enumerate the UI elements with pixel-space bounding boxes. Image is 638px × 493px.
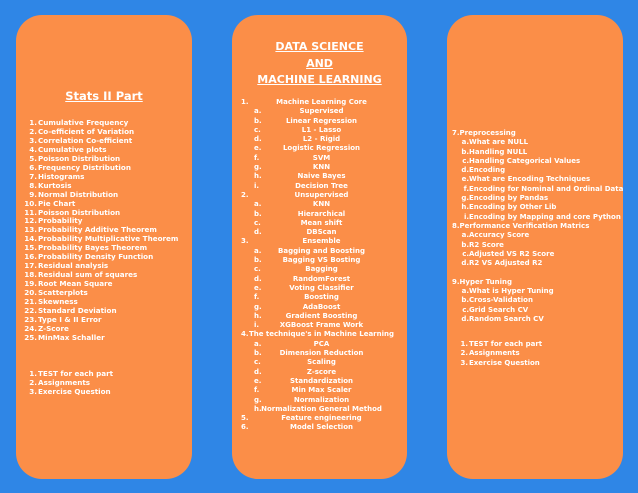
list-marker: i. [254, 321, 260, 330]
list-item-text: Scatterplots [38, 288, 88, 298]
list-item-text: Probability Bayes Theorem [38, 243, 148, 253]
list-item-text: Mean shift [300, 218, 343, 227]
list-item-text: Probability Additive Theorem [38, 225, 157, 235]
list-item-text: TEST for each part [38, 369, 114, 378]
preprocessing-panel [447, 15, 623, 479]
list-item-text: Normal Distribution [38, 189, 119, 199]
list-item-text: Scaling [307, 358, 336, 367]
list-marker: d. [461, 314, 469, 323]
pre-subtopic-item [452, 157, 623, 166]
pre-subtopic-item [452, 306, 623, 315]
ml-subtopic-item [232, 107, 407, 116]
list-item-text: Assignments [469, 349, 520, 358]
list-marker: b. [461, 296, 469, 305]
list-item-text: Performance Verification Matrics [459, 221, 590, 230]
list-marker: c. [254, 358, 261, 367]
list-marker: 5. [241, 414, 249, 423]
list-number: 9. [29, 189, 37, 199]
list-marker: c. [462, 249, 469, 258]
list-marker: f. [254, 293, 260, 302]
stats-topic-list [21, 119, 178, 343]
list-item-text: Bagging VS Bosting [282, 256, 361, 265]
list-item-text: Unsupervised [294, 190, 349, 199]
list-marker: e. [254, 144, 262, 153]
pre-subtopic-item [452, 250, 623, 259]
list-marker: a. [254, 339, 262, 348]
pre-subtopic-item [452, 315, 623, 324]
list-number: 2. [29, 377, 37, 387]
list-item-text: Grid Search CV [469, 305, 529, 314]
pre-subtopic-item [452, 175, 623, 184]
list-item-text: What are Encoding Techniques [469, 175, 591, 184]
pre-subtopic-item [452, 259, 623, 268]
list-marker: b. [254, 349, 262, 358]
list-item-text: Z-Score [38, 323, 69, 333]
list-item-text: Bagging [305, 265, 338, 274]
pre-subtopic-item [452, 185, 623, 194]
pre-subtopic-item [452, 166, 623, 175]
ml-subtopic-item [232, 228, 407, 237]
list-number: 23. [24, 314, 37, 324]
list-number: 21. [24, 297, 37, 307]
pre-subtopic-item [452, 213, 623, 222]
list-item-text: Random Search CV [469, 314, 544, 323]
list-item-text: R2 Score [469, 240, 504, 249]
list-item-text: L2 - Rigid [302, 135, 341, 144]
list-item-text: Accuracy Score [469, 231, 530, 240]
list-item-text: Preprocessing [459, 129, 516, 137]
ml-subtopic-item [232, 368, 407, 377]
list-item-text: DBScan [306, 228, 337, 237]
list-marker: e. [254, 376, 262, 385]
stats-topic-item [21, 334, 178, 343]
list-marker: 1. [241, 98, 249, 106]
list-item-text: Decision Tree [295, 181, 348, 190]
preprocessing-extra-item [452, 340, 542, 349]
list-item-text: Encoding [469, 166, 506, 175]
list-item-text: What is Hyper Tuning [469, 287, 554, 296]
list-item-text: Poisson Distribution [38, 207, 121, 217]
preprocessing-extra-item [452, 359, 542, 368]
list-marker: i. [463, 212, 469, 221]
list-item-text: Encoding by Other Lib [469, 203, 557, 212]
list-marker: h. [461, 203, 469, 212]
stats-extra-item [21, 388, 113, 397]
stats-extras-list [21, 370, 113, 397]
list-item-text: Kurtosis [38, 180, 72, 190]
ml-subtopic-item [232, 275, 407, 284]
list-marker: f. [463, 184, 469, 193]
list-number: 8. [29, 180, 37, 190]
list-item-text: Residual analysis [38, 261, 109, 271]
ml-subtopic-item [232, 377, 407, 386]
list-item-text: Probability [38, 216, 83, 226]
list-item-text: Voting Classifier [289, 283, 354, 292]
list-marker: d. [461, 166, 469, 175]
list-marker: b. [461, 147, 469, 156]
ml-subtopic-item [232, 256, 407, 265]
list-item-text: PCA [313, 339, 330, 348]
list-item-text: KNN [312, 163, 331, 172]
list-marker: a. [254, 246, 262, 255]
list-marker: f. [254, 386, 260, 395]
ml-section-item [232, 330, 407, 339]
list-marker: a. [254, 200, 262, 209]
list-number: 13. [24, 225, 37, 235]
list-item-text: Probability Density Function [38, 252, 154, 262]
list-marker: g. [461, 194, 469, 203]
list-item-text: Encoding for Nominal and Ordinal Data [469, 184, 624, 193]
ml-subtopic-item [232, 144, 407, 153]
ml-panel [232, 15, 407, 479]
ml-subtopic-item [232, 312, 407, 321]
list-item-text: Ensemble [302, 237, 341, 246]
ml-subtopic-item [232, 117, 407, 126]
list-item-text: Hierarchical [297, 209, 346, 218]
list-marker: a. [461, 287, 469, 296]
list-item-text: R2 VS Adjusted R2 [469, 259, 543, 268]
list-item-text: Assignments [38, 377, 91, 387]
list-item-text: The technique's in Machine Learning [248, 330, 394, 339]
ml-subtopic-item [232, 284, 407, 293]
ml-subtopic-item [232, 247, 407, 256]
list-marker: h. [254, 404, 262, 413]
list-number: 22. [24, 306, 37, 316]
list-number: 12. [24, 216, 37, 226]
list-marker: 8. [452, 221, 460, 230]
list-number: 3. [29, 386, 37, 396]
list-item-text: Linear Regression [285, 116, 358, 125]
list-item-text: Type I & II Error [38, 314, 102, 324]
list-item-text: AdaBoost [302, 302, 341, 311]
ml-section-item [232, 423, 407, 432]
list-item-text: Normalization [293, 395, 350, 404]
list-item-text: Naive Bayes [297, 172, 346, 181]
ml-subtopic-item [232, 358, 407, 367]
list-item-text: Gradient Boosting [285, 311, 358, 320]
list-item-text: Bagging and Boosting [278, 246, 365, 255]
pre-subtopic-item [452, 138, 623, 147]
ml-section-item [232, 237, 407, 246]
pre-section-item [452, 129, 623, 138]
ml-subtopic-item [232, 303, 407, 312]
list-item-text: Model Selection [290, 423, 353, 432]
list-item-text: Normalization General Method [261, 404, 382, 413]
list-marker: c. [254, 125, 261, 134]
list-number: 1. [29, 369, 37, 378]
list-marker: g. [254, 395, 262, 404]
list-marker: b. [254, 116, 262, 125]
list-marker: f. [254, 153, 260, 162]
ml-subtopic-item [232, 200, 407, 209]
ml-title-line-3: MACHINE LEARNING [257, 73, 382, 86]
list-marker: e. [254, 283, 262, 292]
ml-subtopic-item [232, 172, 407, 181]
list-item-text: Residual sum of squares [38, 270, 138, 280]
ml-subtopic-item [232, 340, 407, 349]
ml-subtopic-item [232, 210, 407, 219]
list-marker: e. [461, 175, 469, 184]
list-marker: d. [254, 228, 262, 237]
stats-panel-title: Stats II Part [65, 89, 143, 103]
list-marker: a. [461, 231, 469, 240]
list-item-text: MinMax Schaller [38, 332, 105, 342]
ml-subtopic-item [232, 182, 407, 191]
list-item-text: Standard Deviation [38, 306, 117, 316]
pre-subtopic-item [452, 194, 623, 203]
list-item-text: L1 - Lasso [301, 125, 342, 134]
list-item-text: Z-score [306, 367, 337, 376]
list-item-text: Hyper Tuning [459, 277, 512, 286]
pre-subtopic-item [452, 231, 623, 240]
ml-panel-title [232, 39, 407, 89]
list-item-text: SVM [312, 153, 331, 162]
ml-topic-list [232, 98, 407, 433]
list-item-text: Standardization [289, 376, 354, 385]
list-item-text: Boosting [304, 293, 339, 302]
preprocessing-extras-list [452, 340, 542, 368]
list-item-text: Adjusted VS R2 Score [469, 249, 555, 258]
list-number: 2. [460, 349, 468, 358]
list-number: 6. [29, 162, 37, 172]
list-number: 24. [24, 323, 37, 333]
list-number: 7. [29, 171, 37, 181]
ml-subtopic-item [232, 349, 407, 358]
list-item-text: Cross-Validation [469, 296, 533, 305]
list-item-text: Exercise Question [469, 358, 540, 367]
list-number: 1. [29, 118, 37, 127]
list-number: 3. [29, 135, 37, 145]
list-marker: 6. [241, 423, 249, 432]
list-number: 15. [24, 243, 37, 253]
list-marker: b. [254, 256, 262, 265]
list-marker: h. [254, 311, 262, 320]
list-marker: c. [462, 156, 469, 165]
list-marker: 3. [241, 237, 249, 246]
pre-subtopic-item [452, 287, 623, 296]
list-marker: d. [254, 135, 262, 144]
list-number: 16. [24, 252, 37, 262]
list-item-text: Encoding by Mapping and core Python [469, 212, 621, 221]
list-number: 25. [24, 332, 37, 342]
list-number: 1. [460, 340, 468, 348]
list-marker: 2. [241, 190, 249, 199]
list-item-text: Logistic Regression [282, 144, 361, 153]
stats-panel [16, 15, 192, 479]
ml-section-item [232, 414, 407, 423]
list-item-text: Handling NULL [469, 147, 528, 156]
ml-subtopic-item [232, 265, 407, 274]
list-marker: c. [462, 305, 469, 314]
list-item-text: Probability Multiplicative Theorem [38, 234, 179, 244]
ml-section-item [232, 191, 407, 200]
preprocessing-topic-list [452, 129, 623, 324]
list-number: 10. [24, 198, 37, 208]
preprocessing-extra-item [452, 349, 542, 358]
ml-subtopic-item [232, 405, 407, 414]
list-item-text: Frequency Distribution [38, 162, 131, 172]
list-item-text: Feature engineering [281, 414, 362, 423]
list-marker: c. [254, 218, 261, 227]
list-item-text: Min Max Scaler [291, 386, 352, 395]
list-item-text: KNN [312, 200, 331, 209]
list-item-text: Pie Chart [38, 198, 76, 208]
list-item-text: Co-efficient of Variation [38, 126, 135, 136]
list-marker: a. [461, 138, 469, 147]
list-item-text: Dimension Reduction [279, 349, 364, 358]
list-marker: 4. [241, 330, 249, 339]
list-marker: i. [254, 181, 260, 190]
list-number: 20. [24, 288, 37, 298]
list-marker: 9. [452, 277, 460, 286]
list-marker: b. [461, 240, 469, 249]
list-marker: a. [254, 107, 262, 116]
list-item-text: XGBoost Frame Work [279, 321, 364, 330]
list-item-text: Handling Categorical Values [469, 156, 581, 165]
ml-subtopic-item [232, 386, 407, 395]
ml-subtopic-item [232, 163, 407, 172]
list-spacer [452, 268, 623, 277]
list-item-text: What are NULL [469, 138, 529, 147]
ml-section-item [232, 98, 407, 107]
ml-title-line-2: AND [306, 56, 333, 70]
ml-subtopic-item [232, 321, 407, 330]
list-number: 18. [24, 270, 37, 280]
list-item-text: Encoding by Pandas [469, 194, 549, 203]
ml-subtopic-item [232, 135, 407, 144]
list-item-text: Root Mean Square [38, 279, 113, 289]
list-number: 3. [460, 358, 468, 367]
pre-subtopic-item [452, 296, 623, 305]
list-number: 2. [29, 126, 37, 136]
list-item-text: Cumulative plots [38, 144, 107, 154]
list-marker: 7. [452, 129, 460, 137]
list-number: 4. [29, 144, 37, 154]
list-marker: h. [254, 172, 262, 181]
ml-title-line-1: DATA SCIENCE [275, 40, 364, 53]
ml-subtopic-item [232, 396, 407, 405]
list-marker: g. [254, 163, 262, 172]
list-item-text: Machine Learning Core [276, 98, 367, 106]
list-item-text: Histograms [38, 171, 85, 181]
list-number: 19. [24, 279, 37, 289]
list-marker: d. [254, 274, 262, 283]
list-number: 11. [24, 207, 37, 217]
pre-subtopic-item [452, 203, 623, 212]
pre-section-item [452, 222, 623, 231]
list-item-text: TEST for each part [469, 340, 543, 348]
list-item-text: Cumulative Frequency [38, 118, 129, 127]
list-number: 5. [29, 153, 37, 163]
list-marker: g. [254, 302, 262, 311]
list-number: 17. [24, 261, 37, 271]
list-item-text: RandomForest [292, 274, 351, 283]
ml-subtopic-item [232, 154, 407, 163]
pre-subtopic-item [452, 148, 623, 157]
list-number: 14. [24, 234, 37, 244]
pre-section-item [452, 278, 623, 287]
list-item-text: Exercise Question [38, 386, 111, 396]
list-marker: d. [254, 367, 262, 376]
list-marker: b. [254, 209, 262, 218]
ml-subtopic-item [232, 219, 407, 228]
list-item-text: Supervised [299, 107, 344, 116]
list-marker: d. [461, 259, 469, 268]
list-item-text: Skewness [38, 297, 78, 307]
ml-subtopic-item [232, 126, 407, 135]
list-item-text: Correlation Co-efficient [38, 135, 133, 145]
ml-subtopic-item [232, 293, 407, 302]
list-marker: c. [254, 265, 261, 274]
pre-subtopic-item [452, 241, 623, 250]
list-item-text: Poisson Distribution [38, 153, 121, 163]
